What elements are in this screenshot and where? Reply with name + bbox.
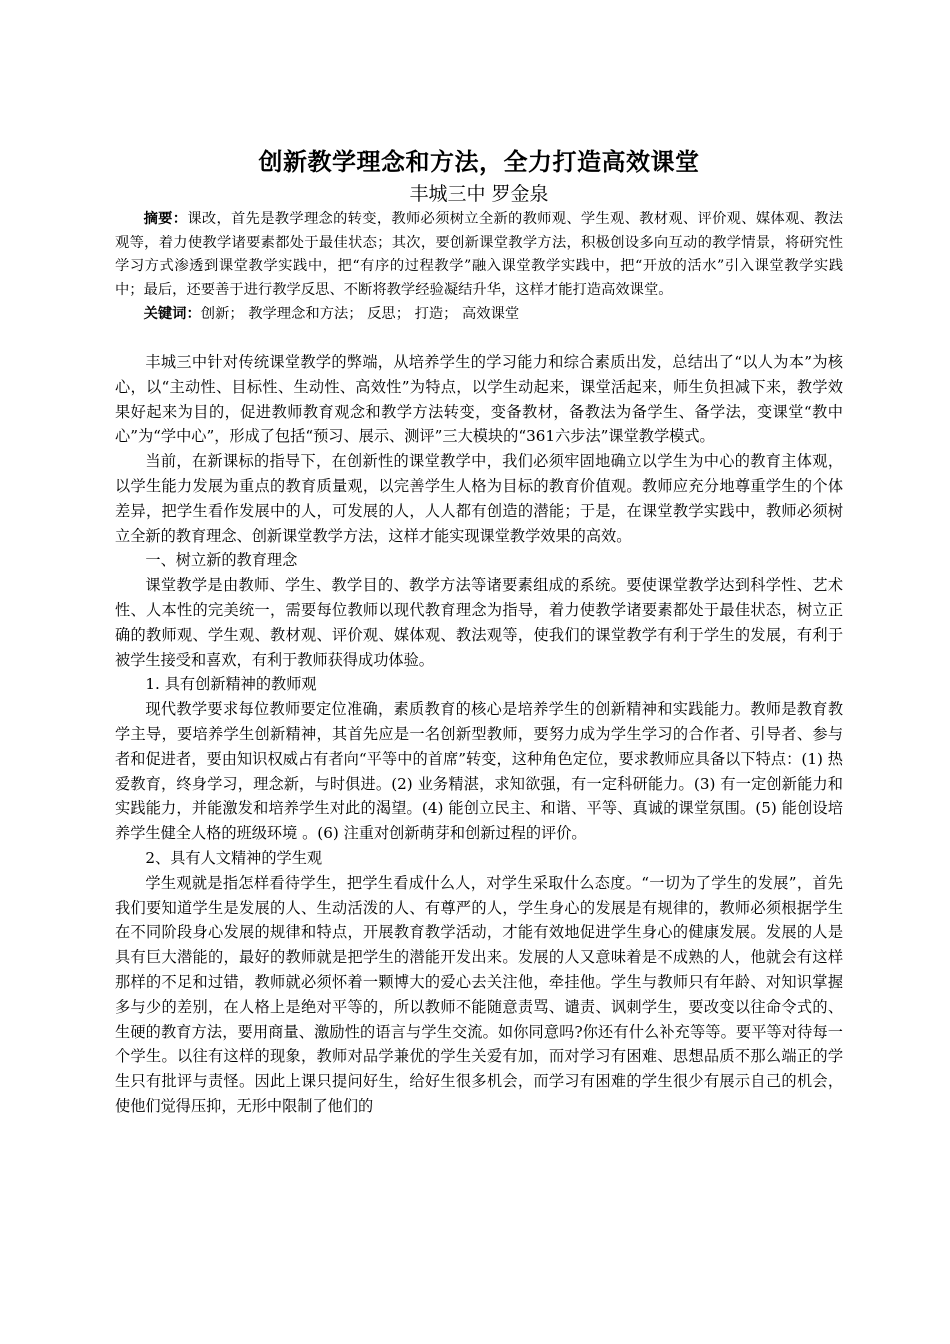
blank-line (115, 326, 843, 350)
section-heading-1: 一、树立新的教育理念 (145, 551, 298, 570)
subsection-heading-1: 1. 具有创新精神的教师观 (145, 675, 317, 694)
abstract-text: 课改，首先是教学理念的转变，教师必须树立全新的教师观、学生观、教材观、评价观、媒体观、教法观等，着力使教学诸要素都处于最佳状态；其次，要创新课堂教学方法，积极创设多向互动的教学情景，将研究性学习方式渗透到课堂教学实践中，把“有序的过程教学”融入课堂教学实践中，把“开放的活水”引入课堂教学实践中；最后，还要善于进行教学反思、不断将教学经验凝结升华，这样才能打造高效课堂。 (115, 211, 843, 298)
keywords-label: 关键词： (143, 306, 201, 322)
keywords (115, 302, 843, 326)
article-title: 创新教学理念和方法，全力打造高效课堂 (258, 148, 700, 176)
keywords-text: 创新； 教学理念和方法； 反思； 打造； 高效课堂 (200, 306, 520, 322)
abstract-label: 摘要： (143, 211, 188, 227)
body-paragraph-intro: 丰城三中针对传统课堂教学的弊端，从培养学生的学习能力和综合素质出发，总结出了“以人为本”为核心，以“主动性、目标性、生动性、高效性”为特点，以学生动起来，课堂活起来，师生负担减下来，教学效果好起来为目的，促进教师教育观念和教学方法转变，变备教材，备教法为备学生、备学法，变课堂“教中心”为“学中心”，形成了包括“预习、展示、测评”三大模块的“361六步法”课堂教学模式。 (115, 353, 843, 446)
abstract (115, 208, 843, 302)
subsection-1-paragraph: 现代教学要求每位教师要定位准确，素质教育的核心是培养学生的创新精神和实践能力。教师是教育教学主导，要培养学生创新精神，其首先应是一名创新型教师，要努力成为学生学习的合作者、引导者、参与者和促进者，要由知识权威占有者向“平等中的首席”转变，这种角色定位，要求教师应具备以下特点：(1) 热爱教育，终身学习，理念新，与时俱进。(2) 业务精湛，求知欲强，有一定科研能力。(3) 有一定创新能力和实践能力，并能激发和培养学生对此的渴望。(4) 能创立民主、和谐、平等、真诚的课堂氛围。(5) 能创设培养学生健全人格的班级环境 。(6) 注重对创新萌芽和创新过程的评价。 (115, 700, 843, 843)
section-1-paragraph: 课堂教学是由教师、学生、教学目的、教学方法等诸要素组成的系统。要使课堂教学达到科学性、艺术性、人本性的完美统一，需要每位教师以现代教育理念为指导，着力使教学诸要素都处于最佳状态，树立正确的教师观、学生观、教材观、评价观、媒体观、教法观等，使我们的课堂教学有利于学生的发展，有利于被学生接受和喜欢，有利于教师获得成功体验。 (115, 576, 843, 669)
body-paragraph-current: 当前，在新课标的指导下，在创新性的课堂教学中，我们必须牢固地确立以学生为中心的教育主体观，以学生能力发展为重点的教育质量观，以完善学生人格为目标的教育价值观。教师应充分地尊重学生的个体差异，把学生看作发展中的人，可发展的人，人人都有创造的潜能；于是，在课堂教学实践中，教师必须树立全新的教育理念、创新课堂教学方法，这样才能实现课堂教学效果的高效。 (115, 452, 843, 545)
author-line: 丰城三中 罗金泉 (409, 183, 549, 205)
subsection-2-paragraph: 学生观就是指怎样看待学生，把学生看成什么人，对学生采取什么态度。“一切为了学生的发展”，首先我们要知道学生是发展的人、生动活泼的人、有尊严的人，学生身心的发展是有规律的，教师必须根据学生在不同阶段身心发展的规律和特点，开展教育教学活动，才能有效地促进学生身心的健康发展。发展的人是具有巨大潜能的，最好的教师就是把学生的潜能开发出来。发展的人又意味着是不成熟的人，他就会有这样那样的不足和过错，教师就必须怀着一颗博大的爱心去关注他，牵挂他。学生与教师只有年龄、对知识掌握多与少的差别，在人格上是绝对平等的，所以教师不能随意责骂、谴责、讽刺学生，要改变以往命令式的、生硬的教育方法，要用商量、激励性的语言与学生交流。如你同意吗?你还有什么补充等等。要平等对待每一个学生。以往有这样的现象，教师对品学兼优的学生关爱有加，而对学习有困难、思想品质不那么端正的学生只有批评与责怪。因此上课只提问好生，给好生很多机会，而学习有困难的学生很少有展示自己的机会，使他们觉得压抑，无形中限制了他们的 (115, 873, 843, 1115)
subsection-heading-2: 2、具有人文精神的学生观 (145, 848, 323, 867)
article (115, 146, 843, 1119)
